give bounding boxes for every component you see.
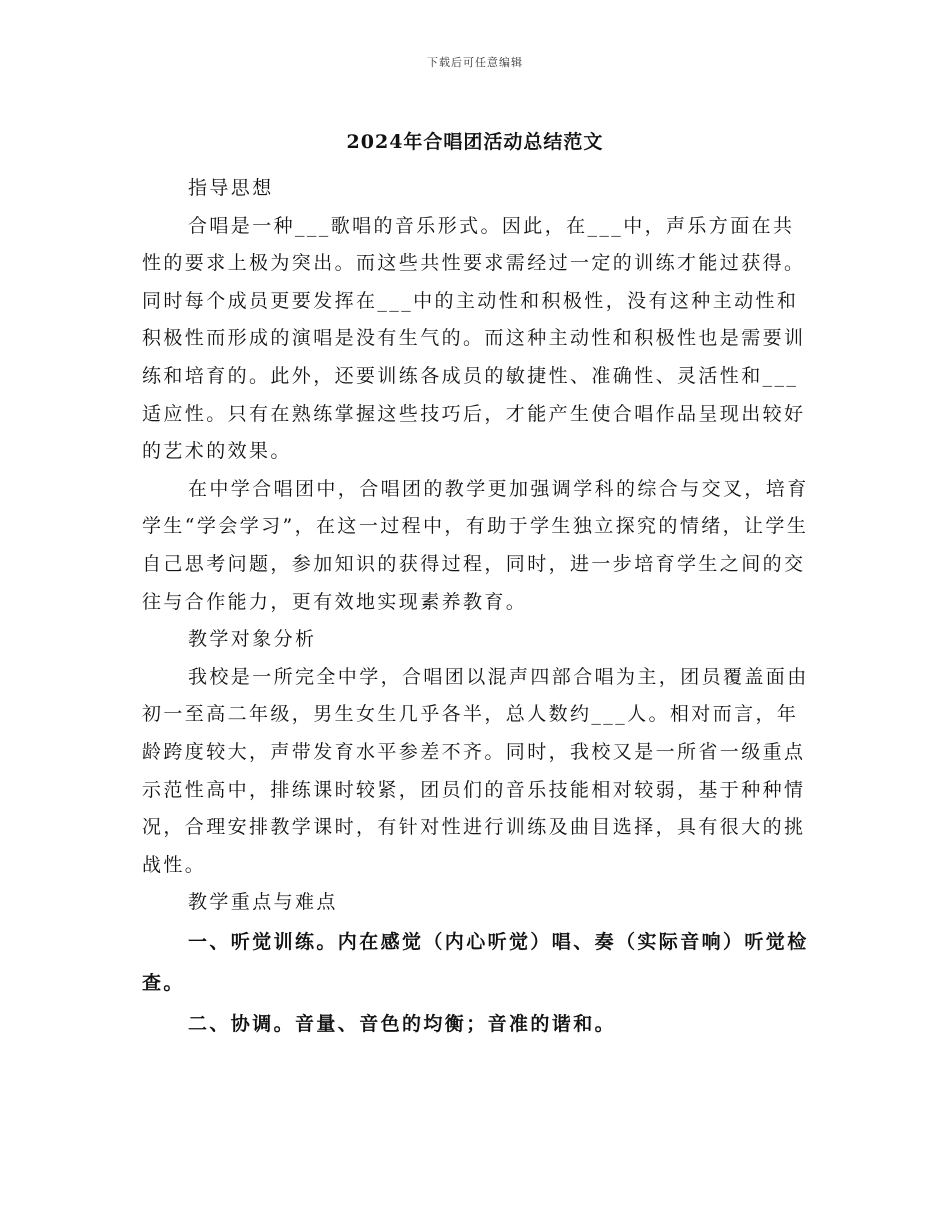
document-title: 2024年合唱团活动总结范文 bbox=[346, 131, 604, 153]
paragraph: 我校是一所完全中学，合唱团以混声四部合唱为主，团员覆盖面由初一至高二年级，男生女生几乎各半，总人数约___人。相对而言，年龄跨度较大，声带发育水平参差不齐。同时，我校又是一所省一级重点示范性高中，排练课时较紧，团员们的音乐技能相对较弱，基于种种情况，合理安排教学课时，有针对性进行训练及曲目选择，具有很大的挑战性。 bbox=[142, 665, 809, 876]
section-heading: 教学重点与难点 bbox=[188, 891, 338, 914]
section-heading: 教学对象分析 bbox=[188, 628, 317, 651]
bold-point: 二、协调。音量、音色的均衡；音准的谐和。 bbox=[188, 1012, 617, 1035]
header-note: 下载后可任意编辑 bbox=[427, 56, 523, 69]
document-body bbox=[142, 170, 812, 1045]
paragraph: 合唱是一种___歌唱的音乐形式。因此，在___中，声乐方面在共性的要求上极为突出。而这些共性要求需经过一定的训练才能过获得。同时每个成员更要发挥在___中的主动性和积极性，没有这种主动性和积极性而形成的演唱是没有生气的。而这种主动性和积极性也是需要训练和培育的。此外，还要训练各成员的敏捷性、准确性、灵活性和___适应性。只有在熟练掌握这些技巧后，才能产生使合唱作品呈现出较好的艺术的效果。 bbox=[142, 214, 806, 463]
section-heading: 指导思想 bbox=[188, 177, 274, 199]
paragraph: 在中学合唱团中，合唱团的教学更加强调学科的综合与交叉，培育学生“学会学习”，在这一过程中，有助于学生独立探究的情绪，让学生自己思考问题，参加知识的获得过程，同时，进一步培育学生之间的交往与合作能力，更有效地实现素养教育。 bbox=[142, 477, 809, 613]
bold-point: 一、听觉训练。内在感觉（内心听觉）唱、奏（实际音响）听觉检查。 bbox=[142, 930, 809, 994]
